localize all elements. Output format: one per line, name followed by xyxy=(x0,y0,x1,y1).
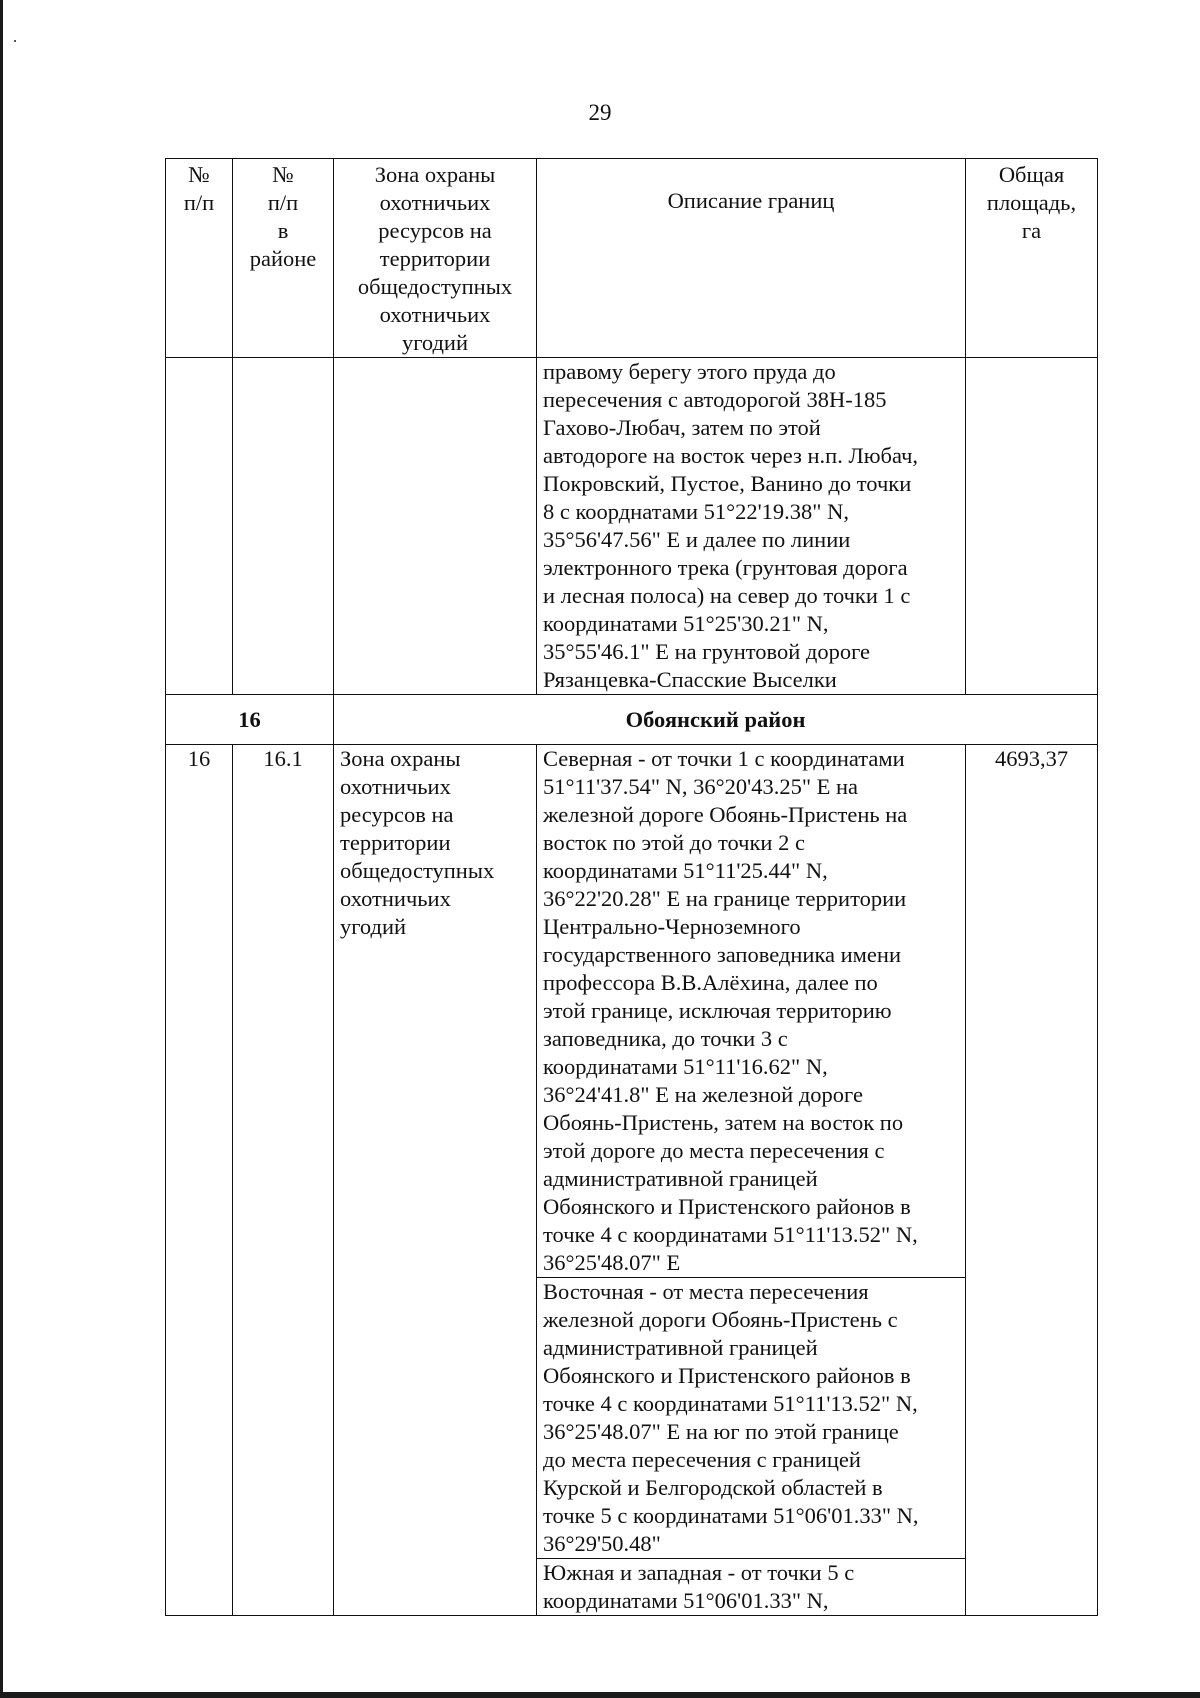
district-name: Обоянский район xyxy=(334,695,1098,745)
table-header-row xyxy=(166,159,1098,358)
table-row-entry xyxy=(166,745,1098,1278)
header-boundary-description: Описание границ xyxy=(537,159,966,358)
cell-empty xyxy=(166,358,233,695)
scan-edge-bottom xyxy=(0,1692,1200,1698)
header-district-number: № п/п в районе xyxy=(233,159,334,358)
cell-row-number: 16 xyxy=(166,745,233,1616)
header-zone: Зона охраны охотничьих ресурсов на территории общедоступных охотничьих угодий xyxy=(334,159,537,358)
cell-total-area: 4693,37 xyxy=(966,745,1098,1616)
cell-description-continuation: правому берегу этого пруда до пересечения с автодорогой 38Н-185 Гахово-Любач, затем по этой автодороге на восток через н.п. Любач, Покровский, Пустое, Ванино до точки 8 с коорднатами 51°22'19.38" N, 35°56'47.56" E и далее по линии электронного трека (грунтовая дорога и лесная полоса) на север до точки 1 с координатами 51°25'30.21" N, 35°55'46.1" E на грунтовой дороге Рязанцевка-Спасские Выселки xyxy=(537,358,966,695)
cell-empty xyxy=(233,358,334,695)
header-row-number: № п/п xyxy=(166,159,233,358)
header-total-area: Общая площадь, га xyxy=(966,159,1098,358)
cell-district-number: 16.1 xyxy=(233,745,334,1616)
district-number: 16 xyxy=(166,695,334,745)
cell-boundary-south-west: Южная и западная - от точки 5 с координатами 51°06'01.33" N, xyxy=(537,1559,966,1616)
table-row-district xyxy=(166,695,1098,745)
scan-artifact-dot xyxy=(14,40,16,42)
cell-boundary-north: Северная - от точки 1 с координатами 51°11'37.54" N, 36°20'43.25" E на железной дороге Обоянь-Пристень на восток по этой до точки 2 с координатами 51°11'25.44" N, 36°22'20.28" E на границе территории Центрально-Черноземного государственного заповедника имени профессора В.В.Алёхина, далее по этой границе, исключая территорию заповедника, до точки 3 с координатами 51°11'16.62" N, 36°24'41.8" E на железной дороге Обоянь-Пристень, затем на восток по этой дороге до места пересечения с административной границей Обоянского и Пристенского районов в точке 4 с координатами 51°11'13.52" N, 36°25'48.07" E xyxy=(537,745,966,1278)
scan-edge-left xyxy=(0,0,3,1698)
cell-empty xyxy=(334,358,537,695)
table-row-continuation xyxy=(166,358,1098,695)
cell-boundary-east: Восточная - от места пересечения железной дороги Обоянь-Пристень с административной границей Обоянского и Пристенского районов в точке 4 с координатами 51°11'13.52" N, 36°25'48.07" E на юг по этой границе до места пересечения с границей Курской и Белгородской областей в точке 5 с координатами 51°06'01.33" N, 36°29'50.48" xyxy=(537,1278,966,1559)
cell-zone: Зона охраны охотничьих ресурсов на территории общедоступных охотничьих угодий xyxy=(334,745,537,1616)
boundaries-table xyxy=(165,158,1098,1616)
cell-empty xyxy=(966,358,1098,695)
page-number: 29 xyxy=(588,100,612,125)
